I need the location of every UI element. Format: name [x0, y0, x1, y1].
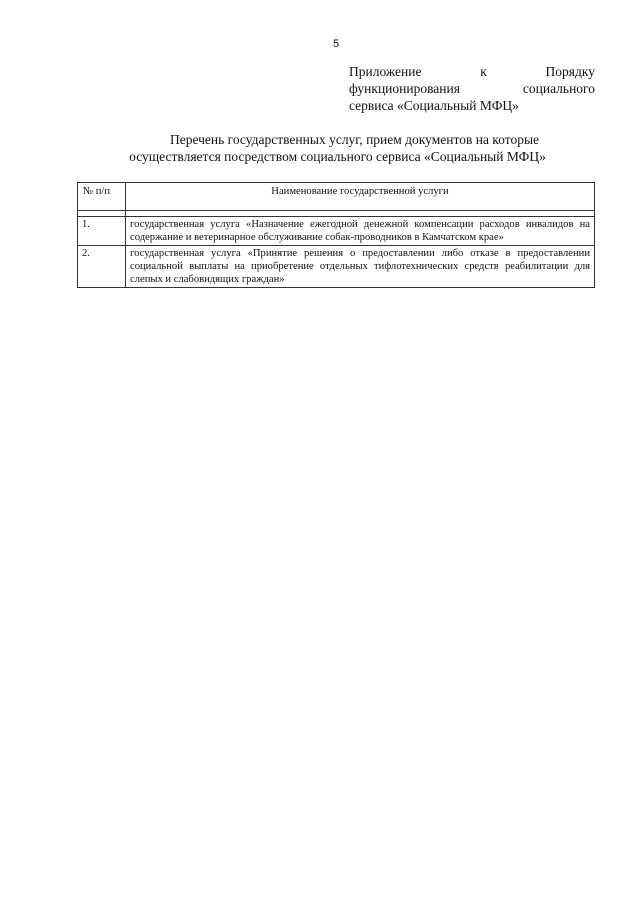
title-line-1: Перечень государственных услуг, прием документов на которые — [169, 132, 540, 147]
row-number: 1. — [78, 217, 126, 246]
table-header-row — [78, 183, 595, 211]
row-number: 2. — [78, 246, 126, 288]
appendix-line-2: функционирования социального — [349, 81, 595, 96]
document-title — [80, 131, 595, 165]
row-service-name: государственная услуга «Назначение ежегодной денежной компенсации расходов инвалидов на содержание и ветеринарное обслуживание собак-проводников в Камчатском крае» — [126, 217, 595, 246]
title-line-2: осуществляется посредством социального сервиса «Социальный МФЦ» — [129, 149, 546, 164]
appendix-header — [349, 63, 595, 114]
page-number: 5 — [332, 38, 340, 50]
header-service-name: Наименование государственной услуги — [126, 183, 595, 211]
appendix-line-1: Приложение к Порядку — [349, 64, 595, 79]
services-table — [77, 182, 595, 288]
appendix-line-3: сервиса «Социальный МФЦ» — [349, 98, 519, 113]
table-row — [78, 246, 595, 288]
row-service-name: государственная услуга «Принятие решения о предоставлении либо отказе в предоставлении социальной выплаты на приобретение отдельных тифлотехнических средств реабилитации для слепых и слабовидящих граждан» — [126, 246, 595, 288]
table-row — [78, 217, 595, 246]
header-number: № п/п — [78, 183, 126, 211]
